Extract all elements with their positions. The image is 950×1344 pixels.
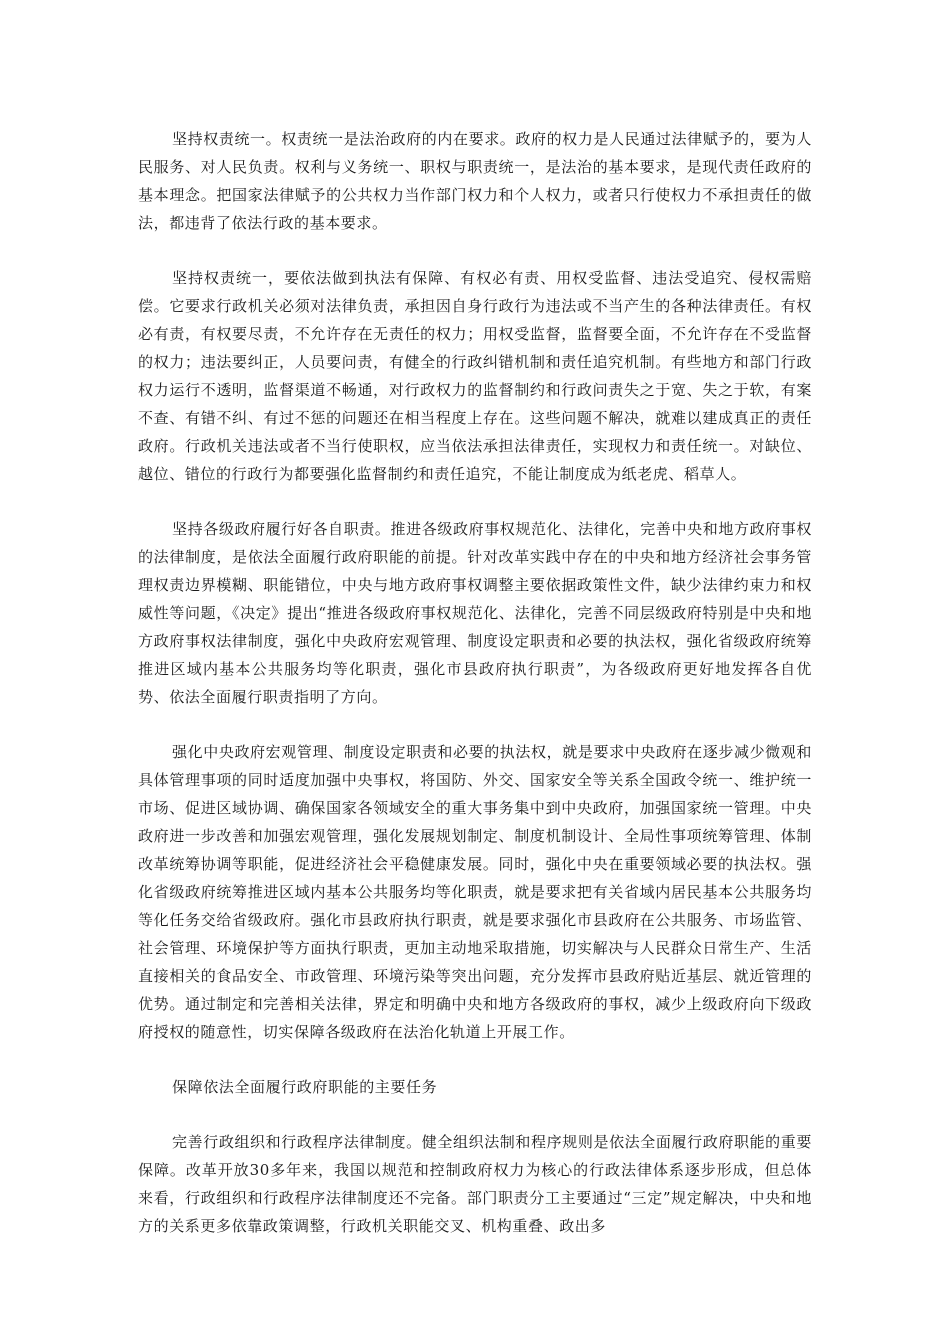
section-heading: 保障依法全面履行政府职能的主要任务 [172,1078,438,1096]
paragraph-administrative-organization-law: 完善行政组织和行政程序法律制度。健全组织法制和程序规则是依法全面履行政府职能的重要保障。改革开放30多年来，我国以规范和控制政府权力为核心的行政法律体系逐步形成，但总体来看，行政组织和行政程序法律制度还不完备。部门职责分工主要通过“三定”规定解决，中央和地方的关系更多依靠政策调整，行政机关职能交叉、机构重叠、政出多 [138,1133,812,1235]
paragraph-accountability: 坚持权责统一，要依法做到执法有保障、有权必有责、用权受监督、违法受追究、侵权需赔偿。它要求行政机关必须对法律负责，承担因自身行政行为违法或不当产生的各种法律责任。有权必有责，有权要尽责，不允许存在无责任的权力；用权受监督，监督要全面，不允许存在不受监督的权力；违法要纠正，人员要问责，有健全的行政纠错机制和责任追究机制。有些地方和部门行政权力运行不透明，监督渠道不畅通，对行政权力的监督制约和行政问责失之于宽、失之于软，有案不查、有错不纠、有过不惩的问题还在相当程度上存在。这些问题不解决，就难以建成真正的责任政府。行政机关违法或者不当行使职权，应当依法承担法律责任，实现权力和责任统一。对缺位、越位、错位的行政行为都要强化监督制约和责任追究，不能让制度成为纸老虎、稻草人。 [138,269,812,483]
paragraph-government-levels-duties: 坚持各级政府履行好各自职责。推进各级政府事权规范化、法律化，完善中央和地方政府事权的法律制度，是依法全面履行政府职能的前提。针对改革实践中存在的中央和地方经济社会事务管理权责边界模糊、职能错位，中央与地方政府事权调整主要依据政策性文件，缺少法律约束力和权威性等问题，《决定》提出“推进各级政府事权规范化、法律化，完善不同层级政府特别是中央和地方政府事权法律制度，强化中央政府宏观管理、制度设定职责和必要的执法权，强化省级政府统筹推进区域内基本公共服务均等化职责，强化市县政府执行职责”，为各级政府更好地发挥各自优势、依法全面履行职责指明了方向。 [138,520,812,706]
document-body [138,125,812,1267]
paragraph-central-government-duties: 强化中央政府宏观管理、制度设定职责和必要的执法权，就是要求中央政府在逐步减少微观和具体管理事项的同时适度加强中央事权，将国防、外交、国家安全等关系全国政令统一、维护统一市场、促进区域协调、确保国家各领域安全的重大事务集中到中央政府，加强国家统一管理。中央政府进一步改善和加强宏观管理，强化发展规划制定、制度机制设计、全局性事项统筹管理、体制改革统筹协调等职能，促进经济社会平稳健康发展。同时，强化中央在重要领域必要的执法权。强化省级政府统筹推进区域内基本公共服务均等化职责，就是要求把有关省域内居民基本公共服务均等化任务交给省级政府。强化市县政府执行职责，就是要求强化市县政府在公共服务、市场监管、社会管理、环境保护等方面执行职责，更加主动地采取措施，切实解决与人民群众日常生产、生活直接相关的食品安全、市政管理、环境污染等突出问题，充分发挥市县政府贴近基层、就近管理的优势。通过制定和完善相关法律，界定和明确中央和地方各级政府的事权，减少上级政府向下级政府授权的随意性，切实保障各级政府在法治化轨道上开展工作。 [138,743,812,1041]
paragraph-power-responsibility-unity: 坚持权责统一。权责统一是法治政府的内在要求。政府的权力是人民通过法律赋予的，要为人民服务、对人民负责。权利与义务统一、职权与职责统一，是法治的基本要求，是现代责任政府的基本理念。把国家法律赋予的公共权力当作部门权力和个人权力，或者只行使权力不承担责任的做法，都违背了依法行政的基本要求。 [138,130,812,232]
